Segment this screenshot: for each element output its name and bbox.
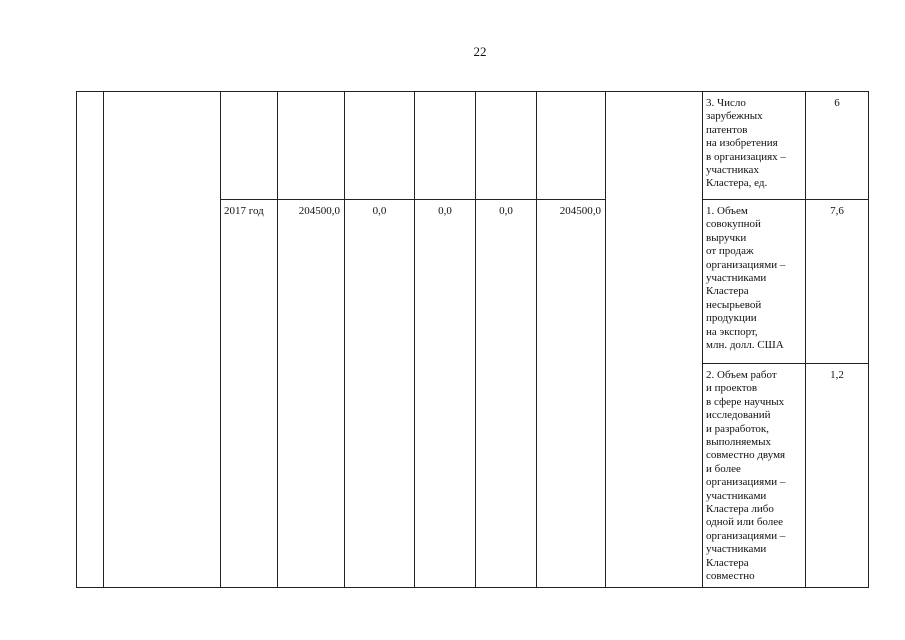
year-cell-empty [221,92,278,200]
indicator-value-cell: 1,2 [806,364,869,588]
number-cell [77,92,104,588]
year-cell: 2017 год [221,200,278,588]
data-table [76,91,869,588]
amount-cell-empty [278,92,345,200]
amount-cell: 204500,0 [537,200,606,588]
amount-cell-empty [415,92,476,200]
amount-cell-empty [476,92,537,200]
amount-cell: 0,0 [345,200,415,588]
indicator-value-cell: 6 [806,92,869,200]
amount-cell: 0,0 [415,200,476,588]
amount-cell: 204500,0 [278,200,345,588]
indicator-cell: 1. Объем совокупной выручки от продаж организациями – участниками Кластера несырьевой продукции на экспорт, млн. долл. США [703,200,806,364]
amount-cell-empty [537,92,606,200]
amount-cell: 0,0 [476,200,537,588]
indicator-cell: 2. Объем работ и проектов в сфере научных исследований и разработок, выполняемых совместно двумя и более организациями – участниками Кластера либо одной или более организациями – участниками Кластера совместно [703,364,806,588]
amount-cell-empty [345,92,415,200]
page-number: 22 [473,44,487,59]
notes-cell [606,92,703,588]
indicator-value-cell: 7,6 [806,200,869,364]
indicator-cell: 3. Число зарубежных патентов на изобретения в организациях – участниках Кластера, ед. [703,92,806,200]
name-cell [104,92,221,588]
